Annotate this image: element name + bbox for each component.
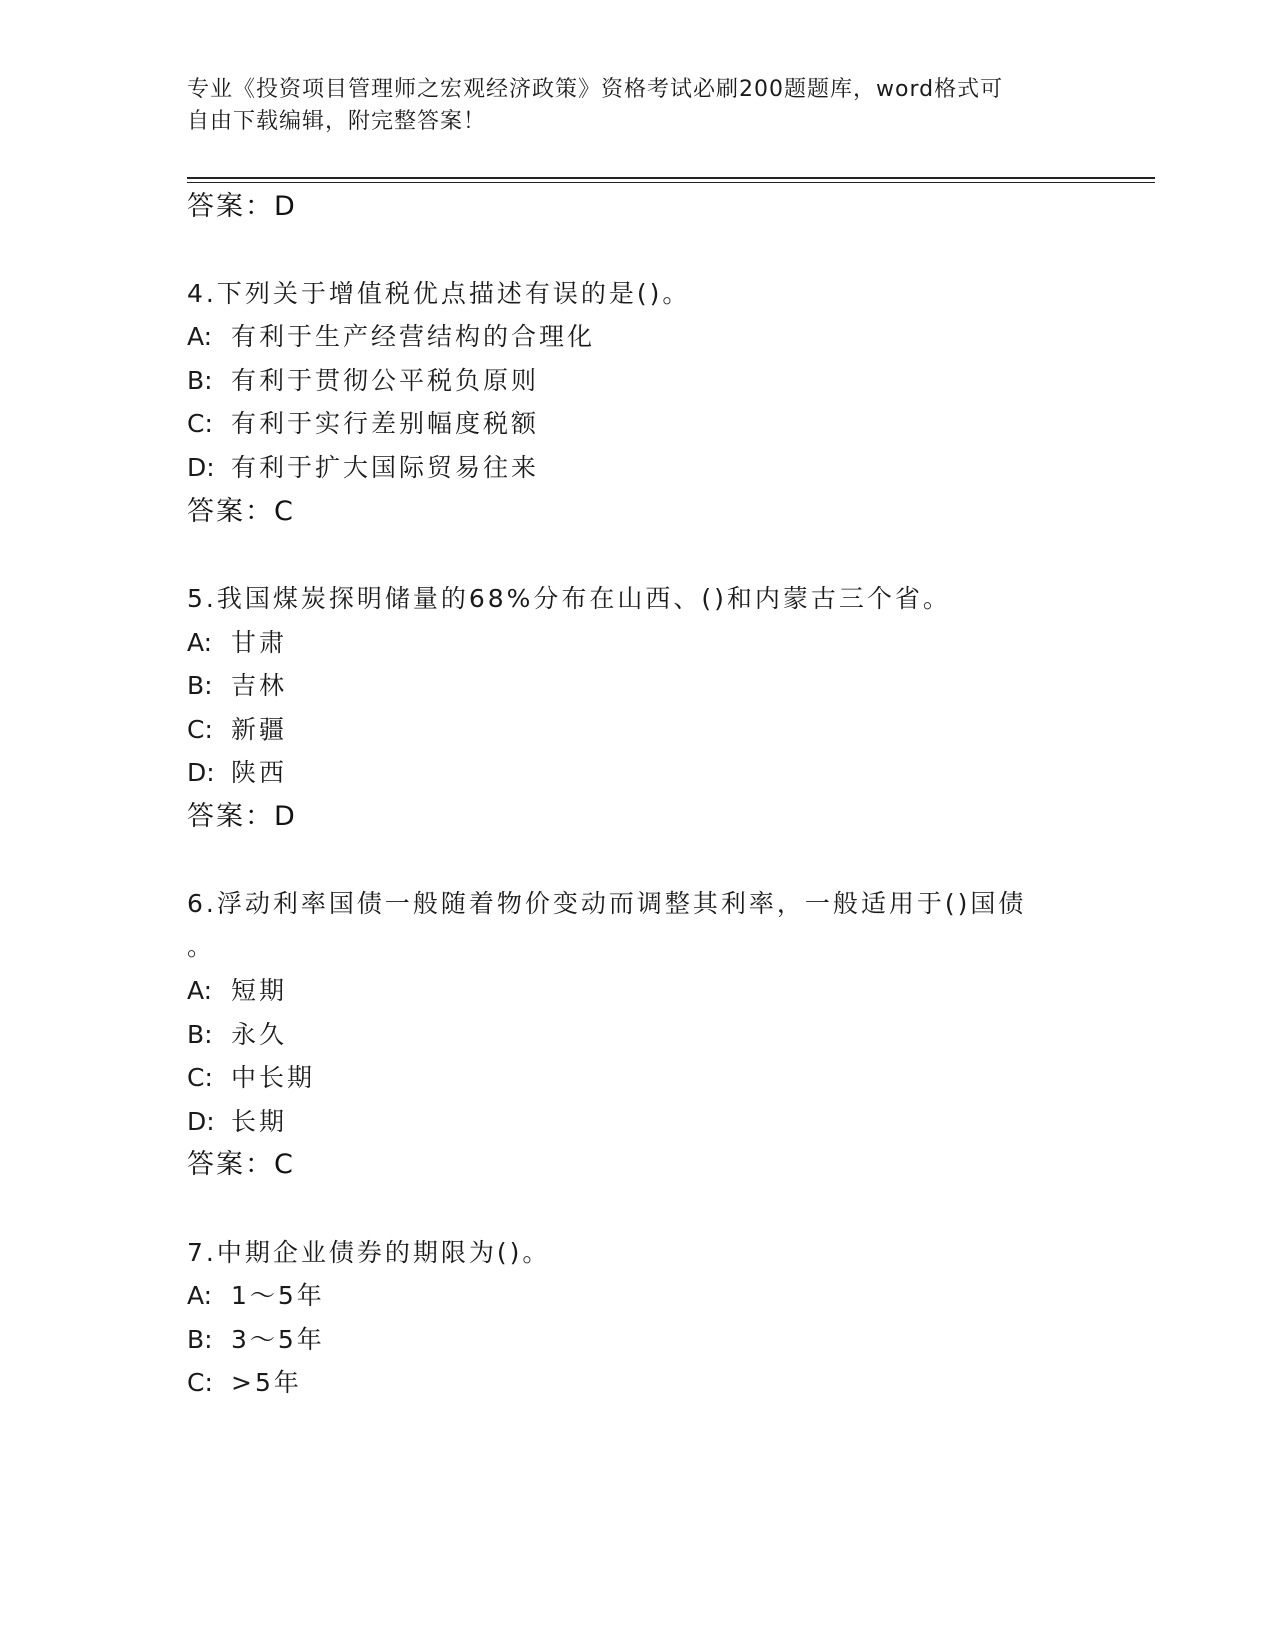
header-divider bbox=[187, 177, 1155, 179]
answer-line: 答案：D bbox=[187, 801, 297, 832]
option-item bbox=[187, 1366, 302, 1400]
option-key: D: bbox=[187, 758, 215, 787]
question-stem-continuation: 。 bbox=[187, 932, 216, 961]
option-key: B: bbox=[187, 1020, 213, 1049]
option-key: A: bbox=[187, 322, 213, 351]
question-stem: 5.我国煤炭探明储量的68%分布在山西、()和内蒙古三个省。 bbox=[187, 584, 951, 613]
option-item bbox=[187, 1061, 315, 1095]
option-text: 甘肃 bbox=[231, 628, 288, 657]
option-text: 吉林 bbox=[231, 671, 288, 700]
option-key: A: bbox=[187, 976, 213, 1005]
question-stem: 4.下列关于增值税优点描述有误的是()。 bbox=[187, 279, 691, 308]
option-text: 1～5年 bbox=[231, 1281, 325, 1310]
answer-line: 答案：C bbox=[187, 496, 295, 527]
option-item bbox=[187, 320, 595, 354]
option-key: B: bbox=[187, 366, 213, 395]
option-key: B: bbox=[187, 1325, 213, 1354]
option-key: C: bbox=[187, 1063, 213, 1092]
option-key: D: bbox=[187, 453, 215, 482]
question-stem: 6.浮动利率国债一般随着物价变动而调整其利率，一般适用于()国债 bbox=[187, 889, 1027, 918]
option-text: 有利于生产经营结构的合理化 bbox=[231, 322, 596, 351]
header-divider-thin bbox=[187, 182, 1155, 183]
option-item bbox=[187, 1105, 287, 1139]
option-text: 有利于实行差别幅度税额 bbox=[231, 409, 540, 438]
option-key: A: bbox=[187, 628, 213, 657]
option-text: 有利于扩大国际贸易往来 bbox=[231, 453, 540, 482]
answer-line: 答案：D bbox=[187, 191, 297, 222]
header-line-2: 自由下载编辑，附完整答案！ bbox=[187, 109, 487, 134]
option-key: C: bbox=[187, 1368, 213, 1397]
option-item bbox=[187, 1323, 325, 1357]
option-text: 短期 bbox=[231, 976, 288, 1005]
option-item bbox=[187, 1279, 325, 1313]
option-item bbox=[187, 669, 287, 703]
option-item bbox=[187, 626, 287, 660]
option-key: A: bbox=[187, 1281, 213, 1310]
header-line-1: 专业《投资项目管理师之宏观经济政策》资格考试必刷200题题库，word格式可 bbox=[187, 77, 1004, 102]
option-item bbox=[187, 407, 539, 441]
option-text: 长期 bbox=[231, 1107, 288, 1136]
option-item bbox=[187, 974, 287, 1008]
document-header bbox=[187, 74, 1087, 138]
option-text: 永久 bbox=[231, 1020, 288, 1049]
option-key: D: bbox=[187, 1107, 215, 1136]
option-text: >5年 bbox=[231, 1368, 302, 1397]
answer-line: 答案：C bbox=[187, 1149, 295, 1180]
option-item bbox=[187, 756, 287, 790]
option-text: 陕西 bbox=[231, 758, 288, 787]
question-stem: 7.中期企业债券的期限为()。 bbox=[187, 1238, 551, 1267]
option-item bbox=[187, 364, 539, 398]
option-text: 新疆 bbox=[231, 715, 288, 744]
option-item bbox=[187, 451, 539, 485]
option-text: 中长期 bbox=[231, 1063, 316, 1092]
option-key: C: bbox=[187, 409, 213, 438]
option-text: 有利于贯彻公平税负原则 bbox=[231, 366, 540, 395]
option-item bbox=[187, 713, 287, 747]
option-item bbox=[187, 1018, 287, 1052]
option-key: B: bbox=[187, 671, 213, 700]
option-text: 3～5年 bbox=[231, 1325, 325, 1354]
option-key: C: bbox=[187, 715, 213, 744]
